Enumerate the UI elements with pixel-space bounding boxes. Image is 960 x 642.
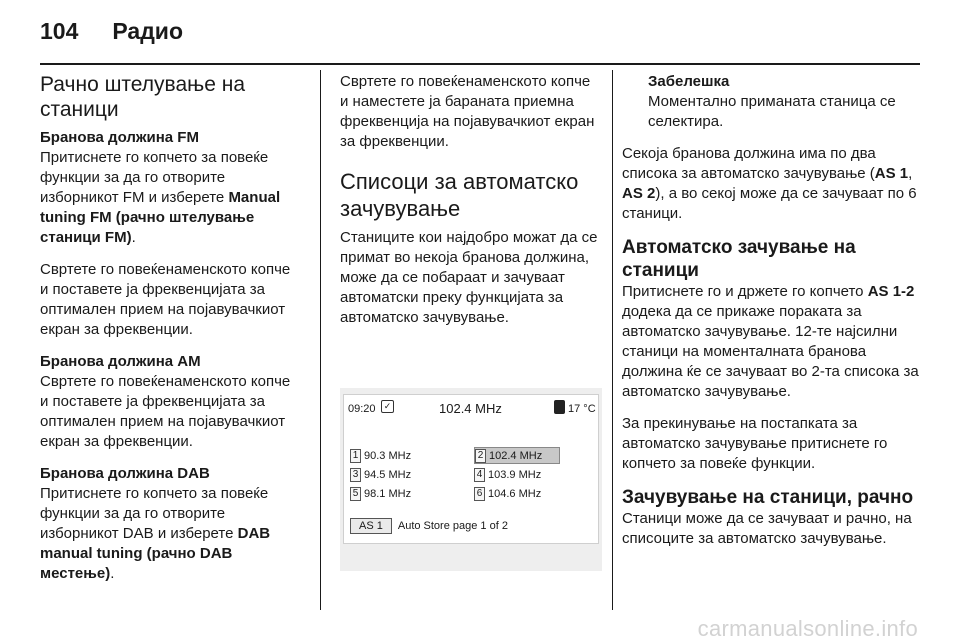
as1-button[interactable]: AS 1 [350,518,392,534]
note-title: Забелешка [648,73,730,90]
thermometer-icon [554,400,565,414]
preset-item[interactable]: 3 94.5 MHz [350,466,460,483]
preset-item[interactable]: 4 103.9 MHz [474,466,560,483]
manual-storing-paragraph: Станици може да се зачуваат и рачно, на списоците за автоматско зачувување. [622,510,912,547]
autostore-lists-title: Списоци за автоматско зачувување [340,169,579,221]
automatic-storing-paragraph: Притиснете го и држете го копчето AS 1-2 додека да се прикаже пораката за автоматско зачувување. 12-те најсилни станици на моменталната бранова должина ќе се зачуваат во 2-та списока за автоматско зачувување. [622,283,919,400]
automatic-storing-heading: Автоматско зачување на станици [622,237,856,281]
column-divider [612,70,613,610]
display-bottom-bar [350,517,530,535]
fm-heading: Бранова должина FM [40,129,199,146]
display-frequency: 102.4 MHz [439,401,502,416]
preset-list [350,447,590,504]
fm-paragraph-2: Свртете го повеќенаменскoто копче и поставете ја фреквенцијата за оптимален прием на појавувачкиот екран за фреквенции. [40,261,291,338]
note-text: Моментално приманата станица се селектира. [648,93,896,130]
display-temperature: 17 °C [568,403,596,415]
lists-paragraph: Секоја бранова должина има по два списока за автоматско зачувување (AS 1, AS 2), а во секој може да се зачуваат по 6 станици. [622,145,917,222]
column-divider [320,70,321,610]
preset-item-selected[interactable]: 2 102.4 MHz [474,447,560,464]
header-rule [40,63,920,65]
turn-knob-paragraph: Свртете го повеќенаменскoто копче и наместете ја бараната приемна фреквенција на појавувачкиот екран за фреквенции. [340,73,595,150]
radio-display-illustration [340,388,602,571]
preset-item[interactable]: 5 98.1 MHz [350,485,460,502]
display-time: 09:20 [348,403,376,415]
column-1 [40,72,302,612]
page-number: 104 [40,18,79,44]
fm-paragraph-1: Притиснете го копчето за повеќе функции за да го отворите изборникот FM и изберете Manual tuning FM (рачно штелување станици FM). [40,149,281,246]
autostore-intro-paragraph: Станиците кои најдобро можат да се примат во некоја бранова должина, може да се побараат и зачуваат автоматски преку функцијата за автоматско зачувување. [340,229,598,326]
column-3 [622,72,922,612]
dab-heading: Бранова должина DAB [40,465,210,482]
am-heading: Бранова должина AM [40,353,201,370]
dab-paragraph: Притиснете го копчето за повеќе функции за да го отворите изборникот DAB и изберете DAB manual tuning (рачно DAB местење). [40,485,271,582]
autostore-page-label: Auto Store page 1 of 2 [397,520,508,532]
preset-item[interactable]: 6 104.6 MHz [474,485,560,502]
signal-icon: ✓ [381,400,394,413]
display-status-bar [344,395,598,421]
manual-tuning-title: Рачно штелување на станици [40,73,245,121]
manual-storing-heading: Зачувување на станици, рачно [622,487,914,508]
radio-display [343,394,599,544]
am-paragraph: Свртете го повеќенаменскoто копче и поставете ја фреквенцијата за оптимален прием на појавувачкиот екран за фреквенции. [40,373,291,450]
cancel-paragraph: За прекинување на постапката за автоматско зачувување притиснете го копчето за повеќе функции. [622,415,888,472]
preset-item[interactable]: 1 90.3 MHz [350,447,460,464]
watermark: carmanualsonline.info [697,616,918,641]
section-title: Радио [112,18,183,44]
page-header [40,18,183,48]
